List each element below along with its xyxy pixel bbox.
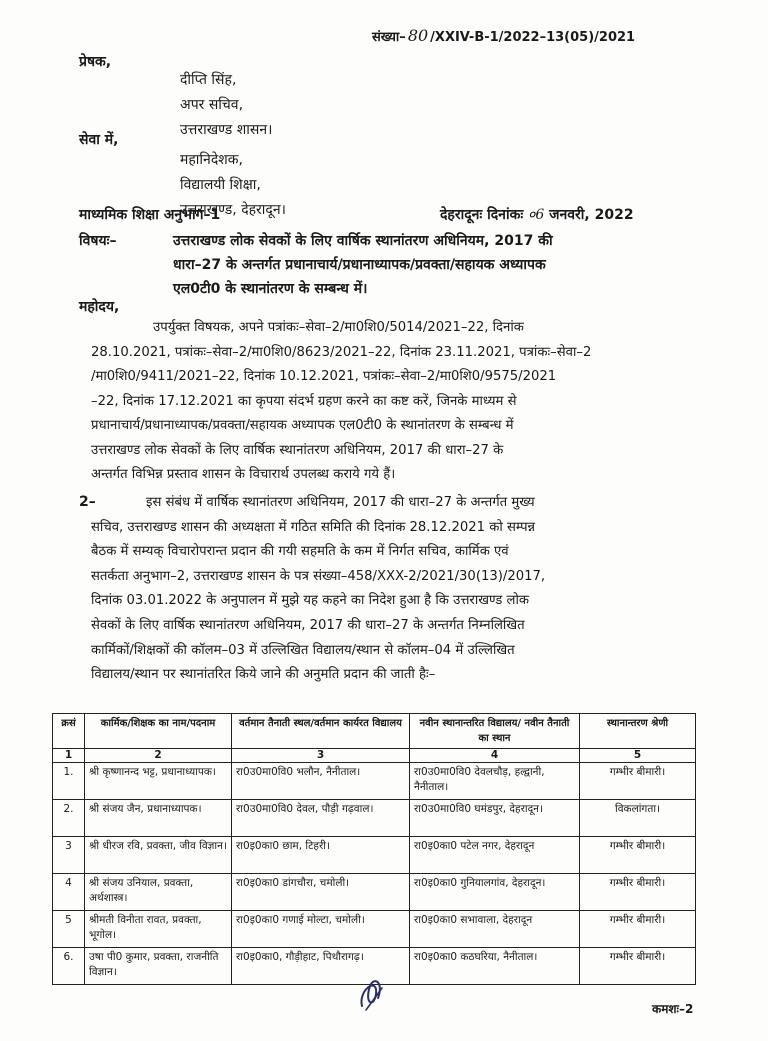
reference-number: संख्या– 80 /XXIV-B-1/2022–13(05)/2021 [372, 26, 636, 45]
paragraph-2-number: 2– [79, 494, 96, 510]
transfer-table [52, 713, 696, 985]
column-number-row: 1 2 3 4 5 [53, 749, 696, 763]
table-row: 3 श्री धीरज रवि, प्रवक्ता, जीव विज्ञान। रा0इ0का0 छाम, टिहरी। रा0इ0का0 पटेल नगर, देहरादून गम्भीर बीमारी। [53, 837, 696, 874]
recipient-department: विद्यालयी शिक्षा, [180, 177, 261, 193]
signature-mark [348, 968, 394, 1014]
salutation: महोदय, [79, 299, 120, 315]
header-new-posting: नवीन स्थानान्तरित विद्यालय/ नवीन तैनाती का स्थान [410, 714, 580, 749]
handwritten-day: ०6 [528, 207, 545, 223]
header-employee: कार्मिक/शिक्षक का नाम/पदनाम [85, 714, 232, 749]
table-header-row [53, 714, 696, 749]
recipient-place: उत्तराखण्ड, देहरादून। [180, 202, 286, 218]
header-current-posting: वर्तमान तैनाती स्थल/वर्तमान कार्यरत विद्यालय [232, 714, 410, 749]
continued-marker: कमशः–2 [652, 1002, 694, 1016]
table-row: 1. श्री कृष्णानन्द भट्ट, प्रधानाध्यापक। रा0उ0मा0वि0 भलौन, नैनीताल। रा0उ0मा0वि0 देवलचौड़, हल्द्वानी, नैनीताल। गम्भीर बीमारी। [53, 763, 696, 800]
date-line: देहरादूनः दिनांकः ०6 जनवरी, 2022 [440, 207, 634, 223]
table-row: 2. श्री संजय जैन, प्रधानाध्यापक। रा0उ0मा0वि0 देवल, पौड़ी गढ़वाल। रा0उ0मा0वि0 घमंडपुर, देहरादून। विकलांगता। [53, 800, 696, 837]
sender-label: प्रेषक, [79, 54, 112, 70]
header-serial: क्रसं [53, 714, 85, 749]
recipient-label: सेवा में, [79, 132, 119, 148]
paragraph-2: इस संबंध में वार्षिक स्थानांतरण अधिनियम, 2017 की धारा–27 के अन्तर्गत मुख्य सचिव, उत्तराखण्ड शासन की अध्यक्षता में गठित समिति की दिनांक 28.12.2021 को सम्पन्न बैठक में सम्यक् विचारोपरान्त प्रदान की गयी सहमति के कम में निर्गत सचिव, कार्मिक एवं सतर्कता अनुभाग–2, उत्तराखण्ड शासन के पत्र संख्या–458/XXX-2/2021/30(13)/2017, दिनांक 03.01.2022 के अनुपालन में मुझे यह कहने का निदेश हुआ है कि उत्तराखण्ड लोक सेवकों के लिए वार्षिक स्थानांतरण अधिनियम, 2017 की धारा–27 के अन्तर्गत निम्नलिखित कार्मिकों/शिक्षकों की कॉलम–03 में उल्लिखित विद्यालय/स्थान से कॉलम–04 में उल्लिखित विद्यालय/स्थान पर स्थानांतरित किये जाने की अनुमति प्रदान की जाती हैः– [91, 495, 546, 683]
section-name: माध्यमिक शिक्षा अनुभाग–1 [79, 207, 221, 223]
table-row: 5 श्रीमती विनीता रावत, प्रवक्ता, भूगोल। रा0इ0का0 गणाई मोल्टा, चमोली। रा0इ0का0 सभावाला, देहरादून गम्भीर बीमारी। [53, 911, 696, 948]
sender-name: दीप्ति सिंह, [180, 72, 237, 88]
subject-label: विषयः– [79, 233, 117, 249]
header-transfer-category: स्थानान्तरण श्रेणी [580, 714, 696, 749]
sender-block [180, 68, 272, 143]
sender-office: उत्तराखण्ड शासन। [180, 122, 273, 138]
paragraph-1: उपर्युक्त विषयक, अपने पत्रांकः–सेवा–2/मा0शि0/5014/2021–22, दिनांक 28.10.2021, पत्रांकः–सेवा–2/मा0शि0/8623/2021–22, दिनांक 23.11.2021, पत्रांकः–सेवा–2 /मा0शि0/9411/2021–22, दिनांक 10.12.2021, पत्रांकः–सेवा–2/मा0शि0/9575/2021 –22, दिनांक 17.12.2021 का कृपया संदर्भ ग्रहण करने का कष्ट करें, जिनके माध्यम से प्रधानाचार्य/प्रधानाध्यापक/प्रवक्ता/सहायक अध्यापक एल0टी0 के स्थानांतरण के सम्बन्ध में उत्तराखण्ड लोक सेवकों के लिए वार्षिक स्थानांतरण अधिनियम, 2017 की धारा–27 के अन्तर्गत विभिन्न प्रस्ताव शासन के विचारार्थ उपलब्ध कराये गये हैं। [91, 320, 592, 482]
handwritten-number: 80 [407, 26, 429, 45]
table-row: 6. उषा पी0 कुमार, प्रवक्ता, राजनीति विज्ञान। रा0इ0का0, गौड़ीहाट, पिथौरागढ़। रा0इ0का0 कठघरिया, नैनीताल। गम्भीर बीमारी। [53, 948, 696, 985]
sender-designation: अपर सचिव, [180, 97, 244, 113]
table-row: 4 श्री संजय उनियाल, प्रवक्ता, अर्थशास्त्र। रा0इ0का0 डांगचौरा, चमोली। रा0इ0का0 गुनियालगांव, देहरादून। गम्भीर बीमारी। [53, 874, 696, 911]
subject-text: उत्तराखण्ड लोक सेवकों के लिए वार्षिक स्थानांतरण अधिनियम, 2017 की धारा–27 के अन्तर्गत प्रधानाचार्य/प्रधानाध्यापक/प्रवक्ता/सहायक अध्यापक एल0टी0 के स्थानांतरण के सम्बन्ध में। [173, 233, 553, 297]
recipient-name: महानिदेशक, [180, 152, 243, 168]
